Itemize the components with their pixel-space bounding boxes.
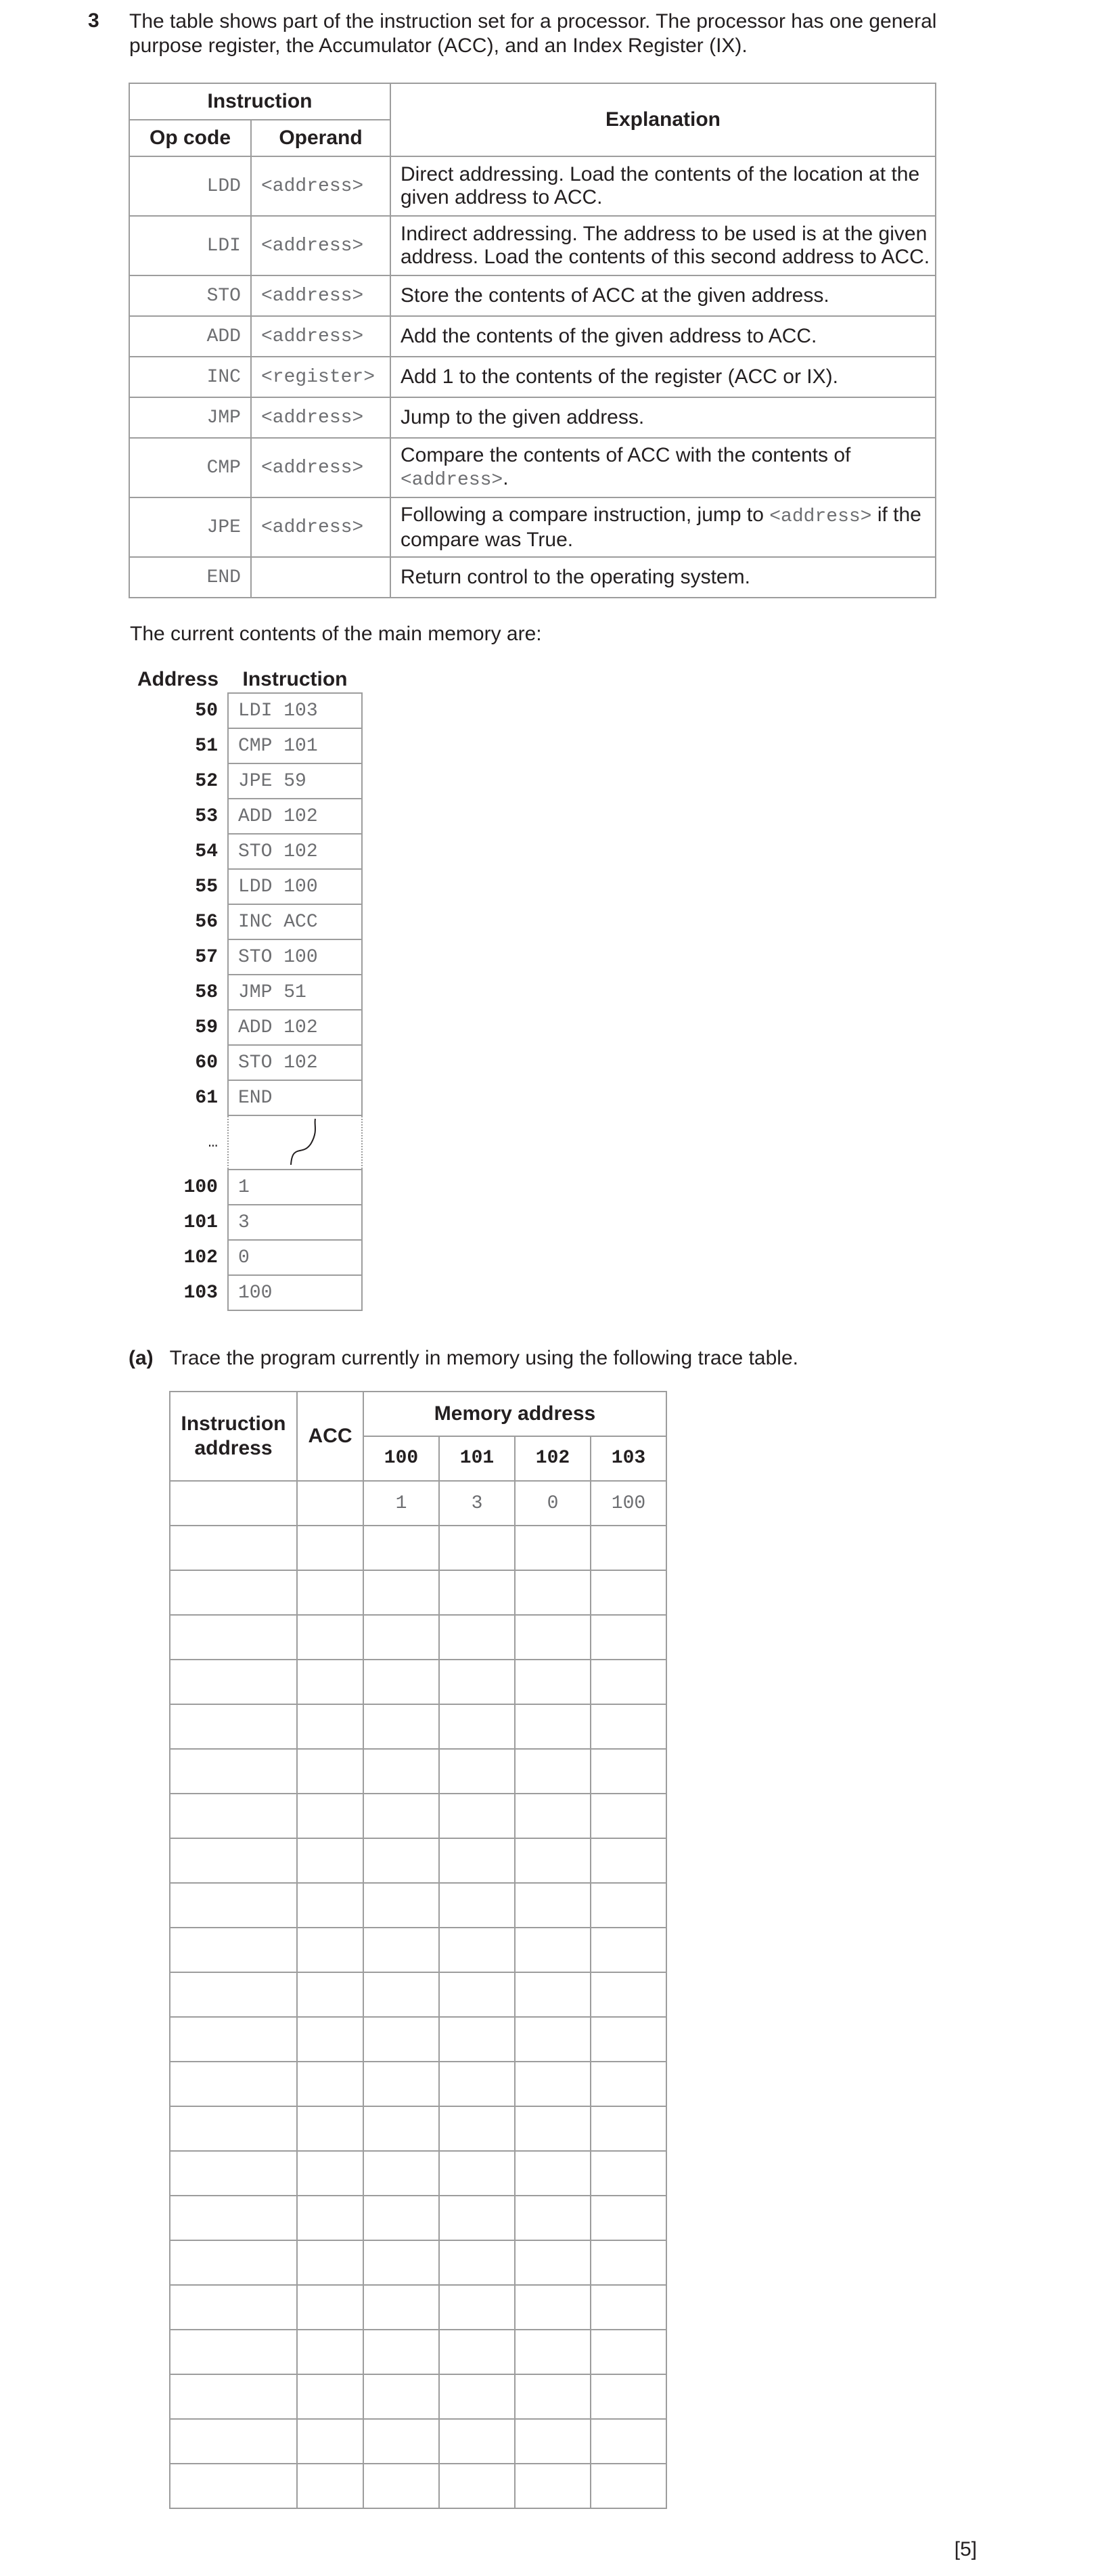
trace-cell-memory[interactable]: [439, 1928, 515, 1972]
memory-row: [129, 904, 362, 939]
opcode-cell: STO: [129, 275, 251, 316]
trace-cell-memory[interactable]: [439, 2419, 515, 2464]
trace-cell-memory[interactable]: [515, 1615, 591, 1660]
trace-cell-memory[interactable]: [439, 1838, 515, 1883]
trace-cell-memory[interactable]: [363, 2062, 439, 2106]
trace-cell-instruction-address[interactable]: [170, 1972, 297, 2017]
memory-row: [129, 1205, 362, 1240]
trace-cell-instruction-address[interactable]: [170, 2240, 297, 2285]
trace-cell-memory[interactable]: [363, 2330, 439, 2374]
trace-cell-instruction-address[interactable]: [170, 1749, 297, 1794]
trace-initial-value: 100: [591, 1481, 666, 1526]
trace-cell-memory[interactable]: [591, 2285, 666, 2330]
trace-row: [170, 2330, 666, 2374]
trace-cell-memory[interactable]: [439, 1883, 515, 1928]
trace-table: [169, 1391, 667, 2509]
trace-row: [170, 1972, 666, 2017]
memory-contents: LDD 100: [228, 869, 362, 904]
instruction-row: [129, 557, 936, 598]
trace-cell-instruction-address[interactable]: [170, 1794, 297, 1838]
trace-cell-acc[interactable]: [297, 2374, 363, 2419]
explanation-cell: Direct addressing. Load the contents of the location at the given address to ACC.: [390, 156, 936, 216]
explanation-cell: Indirect addressing. The address to be used is at the given address. Load the contents of this second address to ACC.: [390, 216, 936, 275]
trace-cell-instruction-address[interactable]: [170, 1838, 297, 1883]
trace-cell-memory[interactable]: [591, 2017, 666, 2062]
trace-row: [170, 1570, 666, 1615]
trace-cell-memory[interactable]: [515, 1526, 591, 1570]
memory-contents: JPE 59: [228, 763, 362, 799]
memory-row: [129, 1275, 362, 1310]
trace-row: [170, 2285, 666, 2330]
memory-row: [129, 1170, 362, 1205]
trace-cell-acc[interactable]: [297, 1794, 363, 1838]
instruction-group-header: Instruction: [129, 83, 390, 120]
trace-cell-memory[interactable]: [591, 2151, 666, 2196]
trace-cell-memory[interactable]: [515, 2419, 591, 2464]
instruction-row: [129, 316, 936, 357]
trace-cell-instruction-address[interactable]: [170, 1660, 297, 1704]
memory-row: [129, 834, 362, 869]
memory-address: 102: [183, 1247, 218, 1268]
trace-cell-memory[interactable]: [363, 2017, 439, 2062]
trace-cell-memory[interactable]: [591, 1972, 666, 2017]
trace-cell-memory[interactable]: [591, 2374, 666, 2419]
trace-cell-memory[interactable]: [439, 2374, 515, 2419]
trace-cell-acc[interactable]: [297, 2240, 363, 2285]
trace-cell-memory[interactable]: [439, 2196, 515, 2240]
trace-row: [170, 2017, 666, 2062]
trace-cell-instruction-address[interactable]: [170, 1883, 297, 1928]
question-number: 3: [88, 9, 99, 32]
acc-header: ACC: [297, 1392, 363, 1481]
memory-row: [129, 693, 362, 728]
explanation-cell: Jump to the given address.: [390, 397, 936, 438]
instruction-row: [129, 216, 936, 275]
trace-cell-memory[interactable]: [363, 1660, 439, 1704]
memory-contents: STO 102: [228, 1045, 362, 1080]
explanation-text: .: [503, 466, 509, 489]
memory-address: 54: [195, 841, 218, 862]
trace-row: [170, 2374, 666, 2419]
memory-intro: The current contents of the main memory are:: [130, 623, 542, 645]
trace-cell-memory[interactable]: [591, 1526, 666, 1570]
memory-contents: JMP 51: [228, 975, 362, 1010]
trace-cell-instruction-address[interactable]: [170, 1928, 297, 1972]
trace-row: [170, 1928, 666, 1972]
trace-row: [170, 2464, 666, 2508]
trace-cell-acc[interactable]: [297, 1481, 363, 1526]
memory-table: [129, 667, 363, 1311]
trace-cell-memory[interactable]: [591, 1883, 666, 1928]
memory-contents: INC ACC: [228, 904, 362, 939]
trace-cell-memory[interactable]: [515, 1972, 591, 2017]
instruction-row: [129, 357, 936, 397]
memory-column-header: 102: [515, 1436, 591, 1481]
trace-cell-memory[interactable]: [439, 2240, 515, 2285]
explanation-text: if the compare was True.: [401, 503, 921, 551]
operand-cell: <address>: [251, 438, 390, 497]
memory-contents: STO 102: [228, 834, 362, 869]
break-squiggle-icon: [238, 1116, 361, 1169]
trace-cell-memory[interactable]: [363, 1838, 439, 1883]
address-header: Address: [137, 668, 219, 690]
trace-cell-acc[interactable]: [297, 2419, 363, 2464]
trace-cell-memory[interactable]: [363, 2464, 439, 2508]
trace-cell-acc[interactable]: [297, 1526, 363, 1570]
trace-cell-memory[interactable]: [591, 1749, 666, 1794]
explanation-code: <address>: [769, 506, 872, 527]
trace-cell-memory[interactable]: [363, 2374, 439, 2419]
trace-cell-memory[interactable]: [591, 1794, 666, 1838]
trace-cell-instruction-address[interactable]: [170, 1704, 297, 1749]
trace-cell-memory[interactable]: [439, 1526, 515, 1570]
trace-cell-instruction-address[interactable]: [170, 2419, 297, 2464]
instruction-set-table: [129, 83, 936, 598]
memory-contents: STO 100: [228, 939, 362, 975]
explanation-cell: Add the contents of the given address to ACC.: [390, 316, 936, 357]
trace-cell-instruction-address[interactable]: [170, 1570, 297, 1615]
trace-cell-instruction-address[interactable]: [170, 1526, 297, 1570]
trace-cell-instruction-address[interactable]: [170, 2196, 297, 2240]
trace-cell-memory[interactable]: [439, 1570, 515, 1615]
memory-address: 57: [195, 946, 218, 968]
trace-row: [170, 2062, 666, 2106]
part-a-prompt: [129, 1347, 798, 1370]
memory-gap-row: [129, 1115, 362, 1170]
trace-cell-memory[interactable]: [363, 1615, 439, 1660]
trace-cell-memory[interactable]: [439, 2330, 515, 2374]
trace-cell-memory[interactable]: [363, 1928, 439, 1972]
memory-column-header: 100: [363, 1436, 439, 1481]
trace-cell-instruction-address[interactable]: [170, 2062, 297, 2106]
memory-row: [129, 939, 362, 975]
memory-row: [129, 869, 362, 904]
operand-cell: [251, 557, 390, 598]
trace-cell-memory[interactable]: [363, 1570, 439, 1615]
trace-row: [170, 1883, 666, 1928]
memory-gap-ellipsis: …: [208, 1133, 218, 1152]
trace-cell-memory[interactable]: [439, 1794, 515, 1838]
trace-cell-memory[interactable]: [363, 2196, 439, 2240]
trace-cell-memory[interactable]: [439, 2151, 515, 2196]
trace-cell-memory[interactable]: [515, 2285, 591, 2330]
opcode-cell: JPE: [129, 497, 251, 557]
trace-cell-memory[interactable]: [439, 1972, 515, 2017]
trace-cell-memory[interactable]: [439, 2285, 515, 2330]
trace-cell-acc[interactable]: [297, 2464, 363, 2508]
trace-cell-instruction-address[interactable]: [170, 2330, 297, 2374]
opcode-cell: INC: [129, 357, 251, 397]
part-a-label: (a): [129, 1347, 154, 1369]
trace-cell-memory[interactable]: [591, 1704, 666, 1749]
trace-cell-memory[interactable]: [363, 2106, 439, 2151]
instruction-header: Instruction: [242, 667, 348, 690]
memory-address: 59: [195, 1017, 218, 1038]
trace-initial-value: 3: [439, 1481, 515, 1526]
memory-column-header: 103: [591, 1436, 666, 1481]
trace-cell-acc[interactable]: [297, 1660, 363, 1704]
trace-cell-acc[interactable]: [297, 2062, 363, 2106]
memory-row: [129, 975, 362, 1010]
operand-cell: <address>: [251, 275, 390, 316]
memory-gap-cell: [228, 1115, 362, 1170]
trace-cell-memory[interactable]: [439, 2062, 515, 2106]
explanation-cell: Add 1 to the contents of the register (ACC or IX).: [390, 357, 936, 397]
trace-cell-instruction-address[interactable]: [170, 2017, 297, 2062]
marks-allocation: [5]: [954, 2538, 977, 2560]
trace-cell-memory[interactable]: [591, 2240, 666, 2285]
opcode-cell: LDD: [129, 156, 251, 216]
memory-address: 61: [195, 1087, 218, 1109]
opcode-cell: END: [129, 557, 251, 598]
instruction-row: [129, 497, 936, 557]
trace-cell-memory[interactable]: [515, 1570, 591, 1615]
trace-cell-memory[interactable]: [515, 1660, 591, 1704]
trace-cell-memory[interactable]: [591, 1570, 666, 1615]
trace-cell-memory[interactable]: [439, 1704, 515, 1749]
operand-cell: <address>: [251, 316, 390, 357]
memory-contents: CMP 101: [228, 728, 362, 763]
memory-address: 101: [183, 1212, 218, 1233]
trace-cell-memory[interactable]: [363, 1749, 439, 1794]
trace-cell-memory[interactable]: [439, 1749, 515, 1794]
trace-cell-acc[interactable]: [297, 1883, 363, 1928]
trace-row: [170, 1704, 666, 1749]
trace-initial-row: [170, 1481, 666, 1526]
trace-cell-memory[interactable]: [363, 2285, 439, 2330]
trace-cell-acc[interactable]: [297, 2285, 363, 2330]
operand-cell: <address>: [251, 216, 390, 275]
instruction-address-header: Instruction address: [170, 1392, 297, 1481]
trace-cell-memory[interactable]: [515, 1928, 591, 1972]
memory-address: 58: [195, 981, 218, 1003]
operand-cell: <register>: [251, 357, 390, 397]
memory-address: 60: [195, 1052, 218, 1073]
trace-cell-memory[interactable]: [515, 2151, 591, 2196]
trace-cell-memory[interactable]: [515, 2330, 591, 2374]
memory-address: 53: [195, 805, 218, 827]
memory-contents: 100: [228, 1275, 362, 1310]
trace-cell-acc[interactable]: [297, 1972, 363, 2017]
trace-cell-memory[interactable]: [363, 2240, 439, 2285]
memory-row: [129, 799, 362, 834]
trace-cell-acc[interactable]: [297, 1928, 363, 1972]
memory-row: [129, 728, 362, 763]
operand-cell: <address>: [251, 497, 390, 557]
trace-cell-memory[interactable]: [515, 2464, 591, 2508]
trace-cell-acc[interactable]: [297, 2106, 363, 2151]
trace-cell-memory[interactable]: [515, 1794, 591, 1838]
trace-cell-memory[interactable]: [363, 1883, 439, 1928]
trace-cell-memory[interactable]: [439, 2017, 515, 2062]
trace-row: [170, 1660, 666, 1704]
trace-cell-memory[interactable]: [515, 2374, 591, 2419]
memory-row: [129, 1080, 362, 1115]
memory-contents: ADD 102: [228, 1010, 362, 1045]
trace-cell-memory[interactable]: [591, 2419, 666, 2464]
memory-address-header: Memory address: [363, 1392, 666, 1436]
memory-address: 52: [195, 770, 218, 792]
trace-cell-memory[interactable]: [363, 2151, 439, 2196]
memory-row: [129, 763, 362, 799]
trace-cell-memory[interactable]: [515, 1704, 591, 1749]
trace-cell-acc[interactable]: [297, 2330, 363, 2374]
trace-cell-memory[interactable]: [515, 1883, 591, 1928]
instruction-row: [129, 397, 936, 438]
trace-row: [170, 1749, 666, 1794]
trace-cell-acc[interactable]: [297, 1704, 363, 1749]
explanation-cell: [390, 497, 936, 557]
trace-row: [170, 2106, 666, 2151]
opcode-cell: LDI: [129, 216, 251, 275]
memory-address: 100: [183, 1176, 218, 1198]
explanation-cell: [390, 438, 936, 497]
instruction-row: [129, 156, 936, 216]
trace-cell-memory[interactable]: [591, 1928, 666, 1972]
trace-cell-instruction-address[interactable]: [170, 2374, 297, 2419]
trace-cell-memory[interactable]: [591, 1838, 666, 1883]
memory-column-header: 101: [439, 1436, 515, 1481]
trace-cell-memory[interactable]: [515, 2017, 591, 2062]
trace-cell-acc[interactable]: [297, 1749, 363, 1794]
trace-initial-value: 1: [363, 1481, 439, 1526]
memory-row: [129, 1010, 362, 1045]
trace-cell-instruction-address[interactable]: [170, 1615, 297, 1660]
trace-cell-memory[interactable]: [439, 2106, 515, 2151]
trace-cell-memory[interactable]: [515, 1838, 591, 1883]
explanation-cell: Store the contents of ACC at the given address.: [390, 275, 936, 316]
memory-address: 50: [195, 700, 218, 721]
trace-cell-memory[interactable]: [363, 1526, 439, 1570]
trace-initial-value: 0: [515, 1481, 591, 1526]
trace-cell-memory[interactable]: [439, 1660, 515, 1704]
trace-cell-memory[interactable]: [591, 1660, 666, 1704]
trace-row: [170, 2240, 666, 2285]
memory-address: 55: [195, 876, 218, 897]
explanation-cell: Return control to the operating system.: [390, 557, 936, 598]
trace-cell-instruction-address[interactable]: [170, 2285, 297, 2330]
memory-contents: 3: [228, 1205, 362, 1240]
trace-row: [170, 1838, 666, 1883]
trace-cell-memory[interactable]: [363, 1704, 439, 1749]
trace-row: [170, 2151, 666, 2196]
trace-cell-memory[interactable]: [515, 2062, 591, 2106]
explanation-header: Explanation: [390, 83, 936, 156]
trace-cell-memory[interactable]: [363, 1794, 439, 1838]
trace-cell-memory[interactable]: [439, 1615, 515, 1660]
trace-cell-memory[interactable]: [591, 1615, 666, 1660]
instruction-row: [129, 275, 936, 316]
memory-contents: END: [228, 1080, 362, 1115]
question-intro: The table shows part of the instruction set for a processor. The processor has one general purpose register, the Accumulator (ACC), and an Index Register (IX).: [129, 10, 937, 57]
trace-cell-memory[interactable]: [515, 2196, 591, 2240]
opcode-cell: ADD: [129, 316, 251, 357]
memory-address: 56: [195, 911, 218, 933]
trace-cell-acc[interactable]: [297, 1838, 363, 1883]
trace-cell-acc[interactable]: [297, 2017, 363, 2062]
trace-cell-memory[interactable]: [591, 2106, 666, 2151]
memory-row: [129, 1240, 362, 1275]
trace-cell-memory[interactable]: [591, 2464, 666, 2508]
memory-contents: LDI 103: [228, 693, 362, 728]
trace-cell-memory[interactable]: [591, 2196, 666, 2240]
trace-cell-memory[interactable]: [363, 2419, 439, 2464]
trace-cell-acc[interactable]: [297, 1570, 363, 1615]
explanation-code: <address>: [401, 469, 503, 491]
operand-header: Operand: [251, 120, 390, 156]
opcode-header: Op code: [129, 120, 251, 156]
trace-cell-acc[interactable]: [297, 2151, 363, 2196]
trace-row: [170, 2419, 666, 2464]
memory-address: 51: [195, 735, 218, 757]
opcode-cell: JMP: [129, 397, 251, 438]
instruction-row: [129, 438, 936, 497]
trace-row: [170, 1526, 666, 1570]
memory-address: 103: [183, 1282, 218, 1304]
memory-contents: 1: [228, 1170, 362, 1205]
trace-cell-acc[interactable]: [297, 2196, 363, 2240]
opcode-cell: CMP: [129, 438, 251, 497]
trace-cell-acc[interactable]: [297, 1615, 363, 1660]
trace-cell-memory[interactable]: [515, 1749, 591, 1794]
memory-row: [129, 1045, 362, 1080]
trace-cell-instruction-address[interactable]: [170, 1481, 297, 1526]
explanation-text: Following a compare instruction, jump to: [401, 503, 770, 526]
trace-row: [170, 2196, 666, 2240]
memory-contents: ADD 102: [228, 799, 362, 834]
trace-row: [170, 1615, 666, 1660]
explanation-text: Compare the contents of ACC with the contents of: [401, 443, 851, 466]
trace-row: [170, 1794, 666, 1838]
part-a-text: Trace the program currently in memory using the following trace table.: [169, 1347, 798, 1369]
trace-cell-instruction-address[interactable]: [170, 2151, 297, 2196]
memory-contents: 0: [228, 1240, 362, 1275]
trace-cell-memory[interactable]: [591, 2330, 666, 2374]
trace-cell-memory[interactable]: [363, 1972, 439, 2017]
operand-cell: <address>: [251, 397, 390, 438]
trace-cell-memory[interactable]: [591, 2062, 666, 2106]
trace-cell-memory[interactable]: [515, 2106, 591, 2151]
trace-cell-instruction-address[interactable]: [170, 2106, 297, 2151]
trace-cell-memory[interactable]: [515, 2240, 591, 2285]
trace-cell-memory[interactable]: [439, 2464, 515, 2508]
operand-cell: <address>: [251, 156, 390, 216]
trace-cell-instruction-address[interactable]: [170, 2464, 297, 2508]
